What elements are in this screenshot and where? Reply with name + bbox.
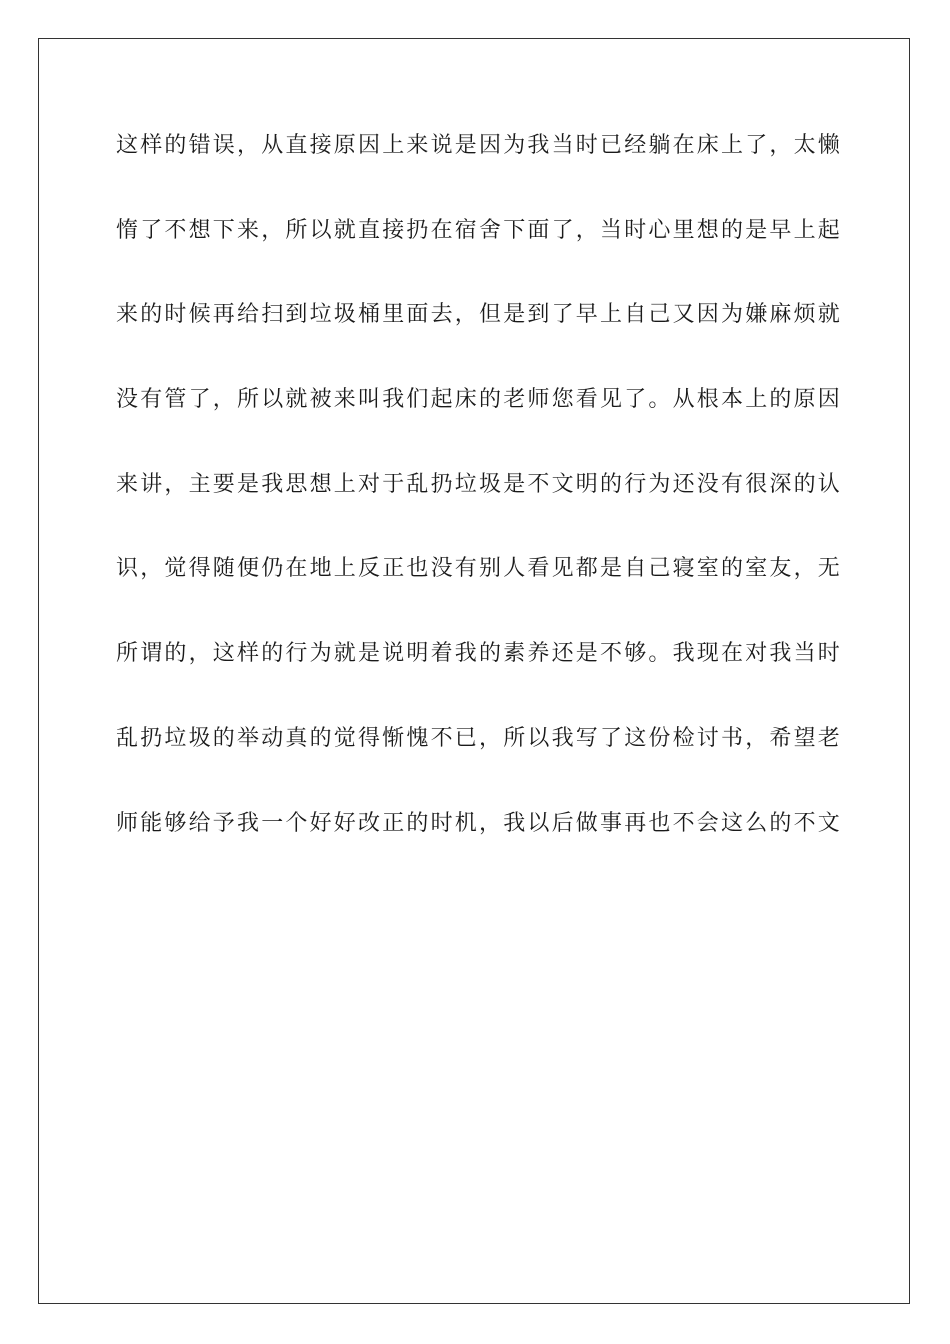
document-body: [116, 131, 843, 893]
text-line-9: 师能够给予我一个好好改正的时机，我以后做事再也不会这么的不文: [116, 810, 843, 836]
text-line-1: 这样的错误，从直接原因上来说是因为我当时已经躺在床上了，太懒: [116, 133, 843, 158]
text-line-3: 来的时候再给扫到垃圾桶里面去，但是到了早上自己又因为嫌麻烦就: [116, 302, 843, 328]
text-line-6: 识，觉得随便仍在地上反正也没有别人看见都是自己寝室的室友，无: [116, 556, 843, 582]
text-line-7: 所谓的，这样的行为就是说明着我的素养还是不够。我现在对我当时: [116, 641, 843, 667]
text-line-2: 惰了不想下来，所以就直接扔在宿舍下面了，当时心里想的是早上起: [116, 217, 843, 243]
text-line-4: 没有管了，所以就被来叫我们起床的老师您看见了。从根本上的原因: [116, 387, 843, 413]
text-line-8: 乱扔垃圾的举动真的觉得惭愧不已，所以我写了这份检讨书，希望老: [116, 725, 843, 751]
text-line-5: 来讲，主要是我思想上对于乱扔垃圾是不文明的行为还没有很深的认: [116, 471, 843, 497]
